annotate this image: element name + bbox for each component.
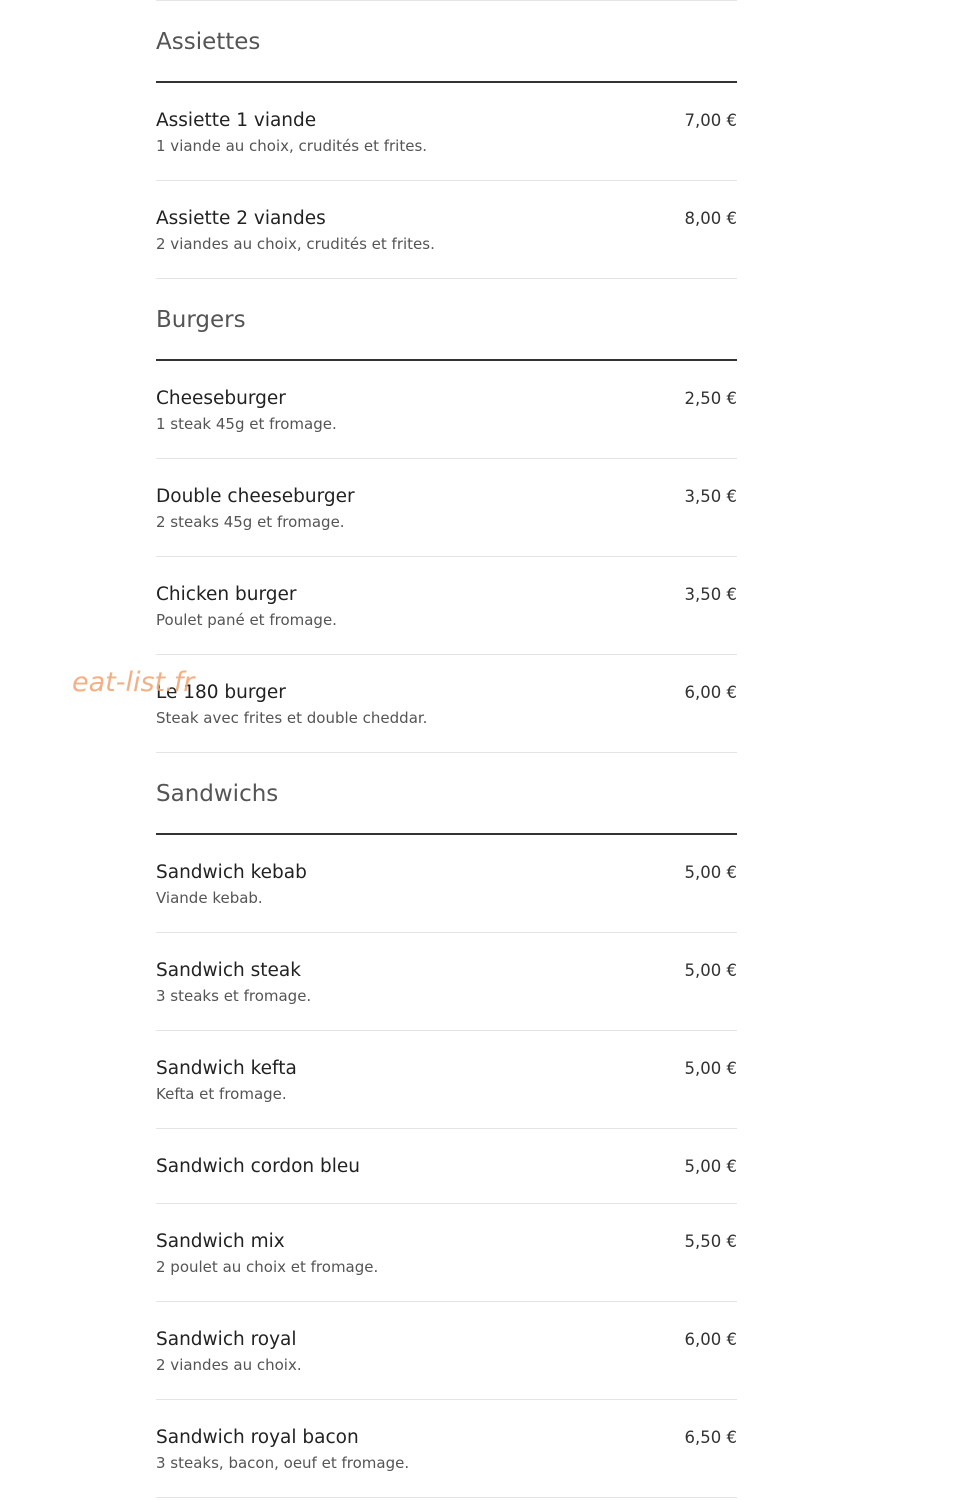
menu-item[interactable]	[156, 1204, 737, 1302]
item-price: 5,00 €	[684, 863, 737, 882]
section-assiettes	[156, 1, 737, 279]
item-price: 3,50 €	[684, 487, 737, 506]
item-description: Poulet pané et fromage.	[156, 611, 337, 629]
item-price: 5,00 €	[684, 1157, 737, 1176]
section-header	[156, 1, 737, 83]
item-price: 5,00 €	[684, 961, 737, 980]
item-price: 6,00 €	[684, 683, 737, 702]
item-name: Assiette 2 viandes	[156, 208, 326, 229]
item-description: Steak avec frites et double cheddar.	[156, 709, 428, 727]
item-price: 5,50 €	[684, 1232, 737, 1251]
item-name: Sandwich steak	[156, 960, 301, 981]
item-name: Sandwich mix	[156, 1231, 285, 1252]
item-description: 2 steaks 45g et fromage.	[156, 513, 345, 531]
item-price: 3,50 €	[684, 585, 737, 604]
item-name: Chicken burger	[156, 584, 297, 605]
item-name: Assiette 1 viande	[156, 110, 317, 131]
section-title: Assiettes	[156, 29, 261, 55]
section-header	[156, 279, 737, 361]
item-name: Sandwich royal bacon	[156, 1427, 359, 1448]
item-name: Sandwich royal	[156, 1329, 297, 1350]
item-name: Double cheeseburger	[156, 486, 355, 507]
item-description: Kefta et fromage.	[156, 1085, 287, 1103]
menu-item[interactable]	[156, 835, 737, 933]
menu-item[interactable]	[156, 181, 737, 279]
item-price: 6,50 €	[684, 1428, 737, 1447]
item-price: 8,00 €	[684, 209, 737, 228]
item-name: Sandwich kebab	[156, 862, 307, 883]
section-sandwichs	[156, 753, 737, 1498]
item-description: 2 viandes au choix, crudités et frites.	[156, 235, 435, 253]
section-title: Burgers	[156, 307, 246, 333]
item-description: 3 steaks et fromage.	[156, 987, 312, 1005]
menu-item[interactable]	[156, 1129, 737, 1204]
item-description: 1 viande au choix, crudités et frites.	[156, 137, 428, 155]
menu	[156, 0, 737, 1498]
section-title: Sandwichs	[156, 781, 279, 807]
menu-item[interactable]	[156, 557, 737, 655]
watermark-logo: eat-list.fr	[72, 667, 195, 698]
section-burgers	[156, 279, 737, 753]
item-description: Viande kebab.	[156, 889, 263, 907]
item-price: 6,00 €	[684, 1330, 737, 1349]
item-price: 7,00 €	[684, 111, 737, 130]
item-name: Cheeseburger	[156, 388, 286, 409]
menu-item[interactable]	[156, 1302, 737, 1400]
menu-item[interactable]	[156, 361, 737, 459]
menu-item[interactable]	[156, 459, 737, 557]
item-description: 2 poulet au choix et fromage.	[156, 1258, 379, 1276]
item-price: 2,50 €	[684, 389, 737, 408]
menu-item[interactable]	[156, 1400, 737, 1498]
item-description: 2 viandes au choix.	[156, 1356, 302, 1374]
item-name: Sandwich kefta	[156, 1058, 297, 1079]
menu-item[interactable]	[156, 83, 737, 181]
section-header	[156, 753, 737, 835]
menu-item[interactable]	[156, 1031, 737, 1129]
menu-item[interactable]	[156, 933, 737, 1031]
item-name: Le 180 burger	[156, 682, 286, 703]
item-price: 5,00 €	[684, 1059, 737, 1078]
item-name: Sandwich cordon bleu	[156, 1156, 361, 1177]
item-description: 3 steaks, bacon, oeuf et fromage.	[156, 1454, 410, 1472]
menu-item[interactable]	[156, 655, 737, 753]
item-description: 1 steak 45g et fromage.	[156, 415, 337, 433]
